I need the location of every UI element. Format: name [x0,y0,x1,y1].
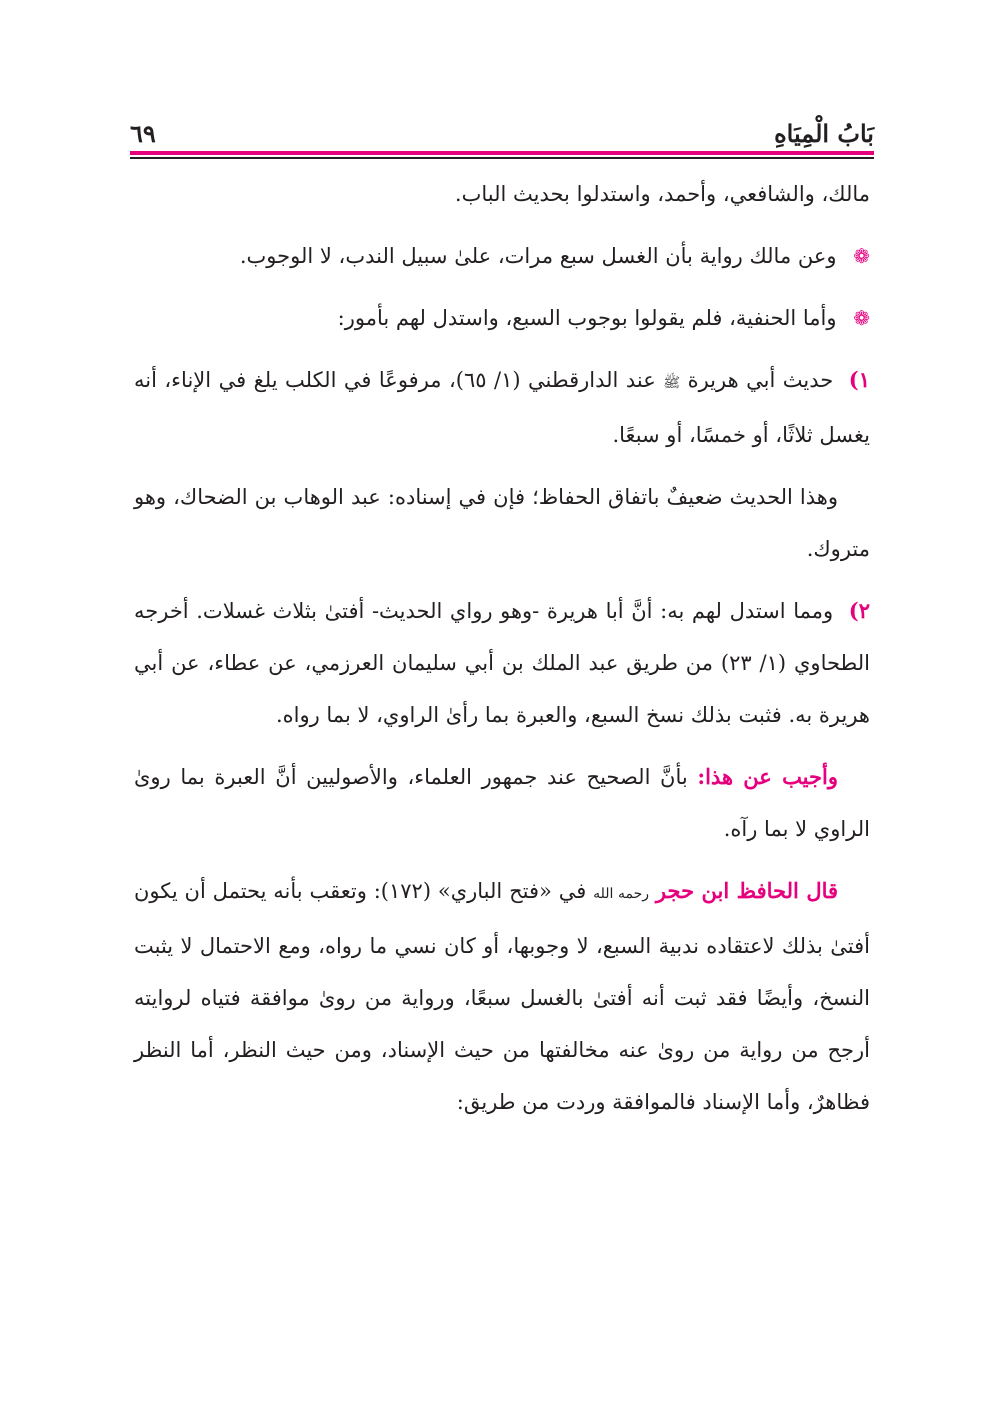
paragraph-1 [134,168,870,220]
paragraph-7 [134,751,870,855]
flower-bullet-icon: ❁ [853,306,870,330]
highlight-label: وأجيب عن هذا: [697,764,838,789]
paragraph-text: حديث أبي هريرة [687,368,834,392]
header-rule-black [130,157,874,159]
paragraph-text: وهذا الحديث ضعيفٌ باتفاق الحفاظ؛ فإن في إسناده: عبد الوهاب بن الضحاك، وهو متروك. [134,485,870,561]
paragraph-text: في «فتح الباري» (١٧٢): وتعقب بأنه يحتمل أن يكون أفتىٰ بذلك لاعتقاده ندبية السبع، لا وجوبها، أو كان نسي ما رواه، ومع الاحتمال لا يثبت النسخ، وأيضًا فقد ثبت أنه أفتىٰ بالغسل سبعًا، ورواية من روىٰ موافقة فتياه لروايته أرجح من رواية من روىٰ عنه مخالفتها من حيث الإسناد، ومن حيث النظر، أما النظر فظاهرٌ، وأما الإسناد فالموافقة وردت من طريق: [134,879,870,1114]
page-body [134,168,870,1138]
paragraph-text: عند الدارقطني (١/ ٦٥)، مرفوعًا في الكلب يلغ في الإناء، أنه يغسل ثلاثًا، أو خمسًا، أو سبعًا. [134,368,870,447]
page-header [130,108,874,148]
highlight-label: قال الحافظ ابن حجر [655,878,839,903]
paragraph-3 [134,292,870,344]
paragraph-text: وأما الحنفية، فلم يقولوا بوجوب السبع، واستدل لهم بأمور: [337,306,837,330]
paragraph-5 [134,471,870,575]
header-rule-pink [130,151,874,155]
paragraph-text: ومما استدل لهم به: أنَّ أبا هريرة -وهو رواي الحديث- أفتىٰ بثلاث غسلات. أخرجه الطحاوي (١/ ٢٣) من طريق عبد الملك بن أبي سليمان العرزمي، عن عطاء، عن أبي هريرة به. فثبت بذلك نسخ السبع، والعبرة بما رأىٰ الراوي، لا بما رواه. [134,599,870,727]
honorific-glyph: ﷺ [663,375,681,391]
paragraph-8 [134,865,870,1128]
list-number: ٢) [848,598,870,623]
list-number: ١) [848,367,870,392]
page-number: ٦٩ [130,119,156,148]
paragraph-2 [134,230,870,282]
paragraph-text: مالك، والشافعي، وأحمد، واستدلوا بحديث الباب. [454,182,870,206]
paragraph-text: بأنَّ الصحيح عند جمهور العلماء، والأصوليين أنَّ العبرة بما روىٰ الراوي لا بما رآه. [134,765,870,841]
chapter-title: بَابُ الْمِيَاهِ [774,119,874,148]
flower-bullet-icon: ❁ [853,244,870,268]
honorific-glyph: رحمه الله [593,886,650,902]
paragraph-4 [134,354,870,461]
paragraph-text: وعن مالك رواية بأن الغسل سبع مرات، علىٰ سبيل الندب، لا الوجوب. [239,244,837,268]
paragraph-6 [134,585,870,741]
